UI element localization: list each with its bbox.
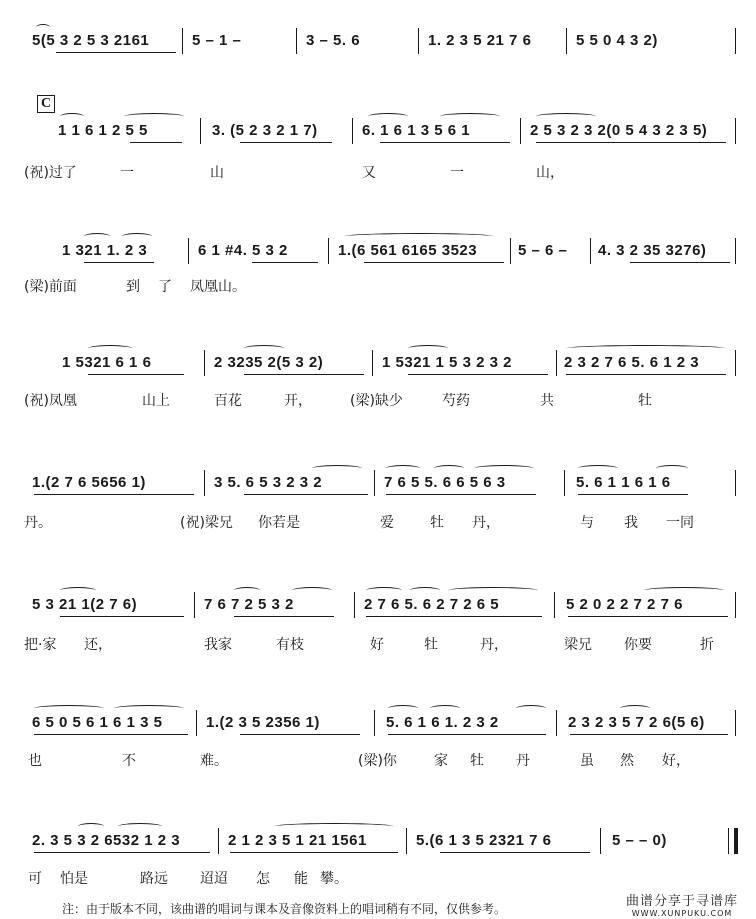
lyric: 我 — [624, 515, 638, 531]
barline — [735, 470, 736, 496]
measure: 5. 6 1 6 1. 2 3 2 — [386, 714, 499, 731]
beam — [60, 616, 184, 617]
slur — [244, 345, 284, 352]
lyric: 共 — [540, 393, 554, 409]
lyric: 怎 — [256, 871, 270, 887]
slur — [114, 705, 184, 712]
lyric: 难。 — [200, 753, 228, 769]
lyric: 好 — [370, 637, 384, 653]
beam — [240, 734, 360, 735]
beam — [84, 262, 154, 263]
notation-line — [0, 710, 756, 742]
notation-line — [0, 470, 756, 502]
lyric: (祝)梁兄 — [180, 515, 233, 531]
lyric: 凤凰山。 — [190, 279, 246, 295]
lyric: 一 — [450, 165, 464, 181]
slur — [644, 587, 724, 594]
lyrics-line — [24, 868, 742, 888]
lyric: 山， — [536, 165, 564, 181]
beam — [244, 494, 368, 495]
measure: 5.(6 1 3 5 2321 7 6 — [416, 832, 552, 849]
lyric: 丹， — [480, 637, 508, 653]
barline — [196, 710, 197, 736]
lyric: 你要 — [624, 637, 652, 653]
barline — [735, 28, 736, 54]
lyric: 把·家 — [24, 637, 57, 653]
measure: 5 – 1 – — [192, 32, 242, 49]
lyric: (梁)你 — [358, 753, 397, 769]
measure: 2 7 6 5. 6 2 7 2 6 5 — [364, 596, 500, 613]
barline — [406, 828, 407, 854]
lyric: 不 — [122, 753, 136, 769]
lyric: 百花 — [214, 393, 242, 409]
measure: 5. 6 1 1 6 1 6 — [576, 474, 671, 491]
slur — [434, 465, 464, 472]
measure: 1 5321 1 5 3 2 3 2 — [382, 354, 512, 371]
lyric: 我家 — [204, 637, 232, 653]
barline — [296, 28, 297, 54]
barline — [372, 350, 373, 376]
measure: 7 6 7 2 5 3 2 — [204, 596, 294, 613]
lyric: 到 — [126, 279, 140, 295]
slur — [410, 587, 440, 594]
barline — [204, 350, 205, 376]
slur — [124, 113, 184, 120]
slur — [122, 233, 152, 240]
barline — [728, 828, 729, 854]
watermark-url: WWW.XUNPUKU.COM — [631, 909, 733, 918]
barline — [735, 350, 736, 376]
barline — [554, 592, 555, 618]
barline — [564, 470, 565, 496]
lyrics-line — [24, 276, 742, 296]
barline — [374, 710, 375, 736]
beam — [536, 142, 726, 143]
measure: 1.(2 7 6 5656 1) — [32, 474, 146, 491]
measure: 4. 3 2 35 3276) — [598, 242, 707, 259]
measure: 6 5 0 5 6 1 6 1 3 5 — [32, 714, 163, 731]
beam — [234, 616, 334, 617]
measure: 2 1 2 3 5 1 21 1561 — [228, 832, 367, 849]
measure: 1.(2 3 5 2356 1) — [206, 714, 320, 731]
barline — [556, 350, 557, 376]
lyric: 虽 — [580, 753, 594, 769]
beam — [630, 262, 730, 263]
measure: 1. 2 3 5 21 7 6 — [428, 32, 532, 49]
lyric: 梁兄 — [564, 637, 592, 653]
lyric: 又 — [362, 165, 376, 181]
lyric: 怕是 — [60, 871, 88, 887]
measure: 1 1 6 1 2 5 5 — [58, 122, 148, 139]
measure: 2 5 3 2 3 2(0 5 4 3 2 3 5) — [530, 122, 708, 139]
barline — [566, 28, 567, 54]
slur — [78, 823, 104, 830]
measure: 2 3235 2(5 3 2) — [214, 354, 324, 371]
measure: 5(5 3 2 5 3 2161 — [32, 32, 150, 49]
barline — [510, 238, 511, 264]
slur — [60, 587, 96, 594]
lyric: 一 — [120, 165, 134, 181]
slur — [430, 705, 460, 712]
beam — [570, 734, 728, 735]
slur — [388, 705, 418, 712]
beam — [386, 494, 536, 495]
final-barline — [734, 828, 738, 854]
slur — [408, 345, 448, 352]
footer-note: 注：由于版本不同，该曲谱的唱词与课本及音像资料上的唱词稍有不同，仅供参考。 — [62, 902, 507, 916]
barline — [590, 238, 591, 264]
lyric: 了 — [158, 279, 172, 295]
slur — [366, 587, 402, 594]
slur — [620, 705, 650, 712]
barline — [556, 710, 557, 736]
lyric: 与 — [580, 515, 594, 531]
lyric: 可 — [28, 871, 42, 887]
lyric: 牡 — [430, 515, 444, 531]
slur — [536, 113, 596, 120]
beam — [380, 142, 510, 143]
measure: 1.(6 561 6165 3523 — [338, 242, 478, 259]
measure: 7 6 5 5. 6 6 5 6 3 — [384, 474, 506, 491]
measure: 5 – 6 – — [518, 242, 568, 259]
beam — [130, 142, 182, 143]
notation-line — [0, 28, 756, 60]
beam — [244, 374, 364, 375]
notation-line — [0, 118, 756, 150]
beam — [56, 52, 176, 53]
measure: 3 – 5. 6 — [306, 32, 361, 49]
lyric: 也 — [28, 753, 42, 769]
slur — [234, 587, 260, 594]
notation-line — [0, 238, 756, 270]
lyric: (祝)过了 — [24, 165, 77, 181]
measure: 1 321 1. 2 3 — [62, 242, 148, 259]
lyric: 折 — [700, 637, 714, 653]
slur — [84, 233, 110, 240]
measure: 5 – – 0) — [612, 832, 667, 849]
slur — [448, 587, 538, 594]
lyric: 山上 — [142, 393, 170, 409]
measure: 2 3 2 3 5 7 2 6(5 6) — [568, 714, 705, 731]
beam — [252, 262, 318, 263]
lyric: 攀。 — [320, 871, 348, 887]
beam — [408, 374, 548, 375]
lyric: 爱 — [380, 515, 394, 531]
lyric: 然 — [620, 753, 634, 769]
watermark-title: 曲谱分享于寻谱库 — [625, 894, 738, 909]
slur — [34, 705, 104, 712]
slur — [36, 24, 50, 31]
barline — [374, 470, 375, 496]
lyric: 丹。 — [24, 515, 52, 531]
slur — [88, 345, 132, 352]
beam — [34, 494, 194, 495]
beam — [440, 852, 590, 853]
measure: 2 3 2 7 6 5. 6 1 2 3 — [564, 354, 700, 371]
lyric: 能 — [294, 871, 308, 887]
measure: 6. 1 6 1 3 5 6 1 — [362, 122, 471, 139]
measure: 6 1 #4. 5 3 2 — [198, 242, 288, 259]
barline — [194, 592, 195, 618]
beam — [88, 374, 184, 375]
lyric: 芍药 — [442, 393, 470, 409]
measure: 5 2 0 2 2 7 2 7 6 — [566, 596, 683, 613]
slur — [274, 823, 394, 830]
barline — [218, 828, 219, 854]
beam — [388, 734, 546, 735]
beam — [366, 616, 542, 617]
lyric: 牡 — [470, 753, 484, 769]
lyric: 丹 — [516, 753, 530, 769]
beam — [34, 852, 210, 853]
slur — [440, 113, 500, 120]
barline — [182, 28, 183, 54]
slur — [516, 705, 546, 712]
slur — [368, 113, 408, 120]
beam — [578, 494, 688, 495]
barline — [204, 470, 205, 496]
notation-line — [0, 592, 756, 624]
lyric: (祝)凤凰 — [24, 393, 77, 409]
beam — [566, 374, 726, 375]
lyric: (梁)前面 — [24, 279, 77, 295]
slur — [312, 465, 362, 472]
lyric: 牡 — [424, 637, 438, 653]
lyric: 有枝 — [276, 637, 304, 653]
barline — [520, 118, 521, 144]
lyric: 丹， — [472, 515, 500, 531]
slur — [566, 345, 726, 352]
barline — [200, 118, 201, 144]
measure: 3. (5 2 3 2 1 7) — [212, 122, 318, 139]
lyrics-line — [24, 750, 742, 770]
lyric: 牡 — [638, 393, 652, 409]
slur — [656, 465, 688, 472]
lyric: 路远 — [140, 871, 168, 887]
barline — [418, 28, 419, 54]
beam — [568, 616, 728, 617]
lyric: 开， — [284, 393, 312, 409]
barline — [735, 118, 736, 144]
beam — [34, 734, 188, 735]
lyric: 山 — [210, 165, 224, 181]
lyric: 迢迢 — [200, 871, 228, 887]
slur — [118, 823, 162, 830]
barline — [328, 238, 329, 264]
lyrics-line — [24, 390, 742, 410]
measure: 5 5 0 4 3 2) — [576, 32, 658, 49]
slur — [344, 233, 494, 240]
measure: 1 5321 6 1 6 — [62, 354, 152, 371]
lyric: 还， — [84, 637, 112, 653]
slur — [292, 587, 332, 594]
lyric: 一同 — [666, 515, 694, 531]
slur — [60, 113, 84, 120]
lyric: (梁)缺少 — [350, 393, 403, 409]
barline — [735, 592, 736, 618]
measure: 3 5. 6 5 3 2 3 2 — [214, 474, 323, 491]
barline — [735, 710, 736, 736]
slur — [386, 465, 420, 472]
barline — [735, 238, 736, 264]
watermark — [626, 890, 738, 918]
barline — [600, 828, 601, 854]
notation-line — [0, 828, 756, 860]
beam — [364, 262, 504, 263]
lyrics-line — [24, 162, 742, 182]
barline — [354, 592, 355, 618]
lyric: 好， — [662, 753, 690, 769]
lyrics-line — [24, 634, 742, 654]
beam — [240, 142, 332, 143]
slur — [578, 465, 618, 472]
barline — [188, 238, 189, 264]
section-mark: C — [37, 95, 55, 113]
slur — [474, 465, 534, 472]
notation-line — [0, 350, 756, 382]
barline — [352, 118, 353, 144]
beam — [230, 852, 398, 853]
lyric: 你若是 — [258, 515, 300, 531]
lyrics-line — [24, 512, 742, 532]
measure: 2. 3 5 3 2 6532 1 2 3 — [32, 832, 181, 849]
measure: 5 3 21 1(2 7 6) — [32, 596, 138, 613]
lyric: 家 — [434, 753, 448, 769]
